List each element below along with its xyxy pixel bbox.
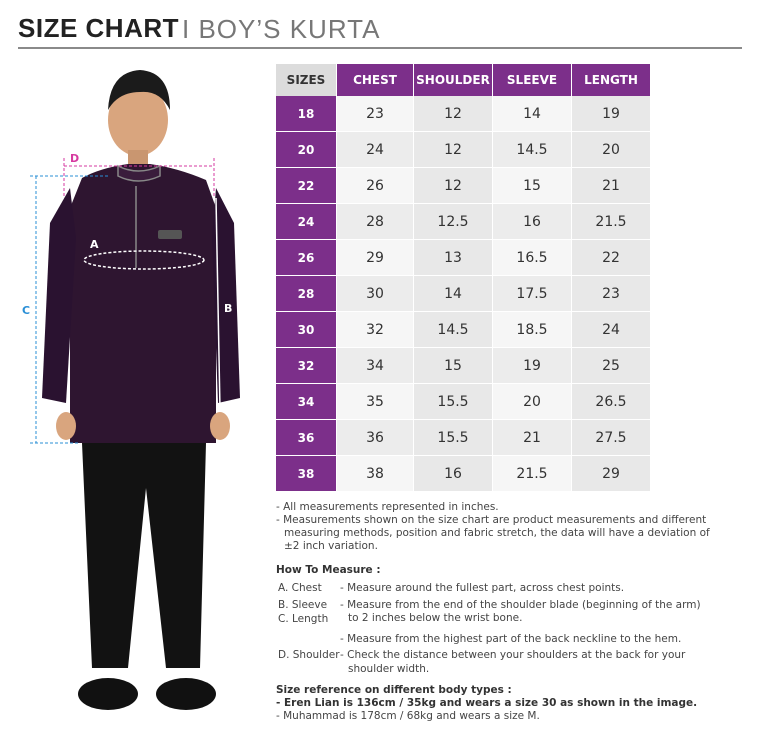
cell-chest: 24 bbox=[337, 132, 414, 168]
cell-chest: 28 bbox=[337, 204, 414, 240]
table-header-row bbox=[276, 64, 651, 96]
cell-length: 20 bbox=[572, 132, 651, 168]
measure-row-length bbox=[276, 612, 746, 633]
cell-chest: 32 bbox=[337, 312, 414, 348]
table-row bbox=[276, 132, 651, 168]
size-reference-title: Size reference on different body types : bbox=[276, 684, 512, 696]
pants bbox=[82, 443, 206, 668]
cell-shoulder: 14 bbox=[414, 276, 493, 312]
measure-row-length-desc bbox=[276, 633, 746, 649]
how-to-measure-title: How To Measure : bbox=[276, 564, 381, 576]
measure-row-shoulder-cont bbox=[276, 663, 746, 677]
cell-size: 22 bbox=[276, 168, 337, 204]
kurta-body bbox=[70, 164, 216, 443]
cell-chest: 29 bbox=[337, 240, 414, 276]
cell-chest: 23 bbox=[337, 96, 414, 132]
table-row bbox=[276, 420, 651, 456]
cell-length: 21 bbox=[572, 168, 651, 204]
cell-shoulder: 15.5 bbox=[414, 420, 493, 456]
cell-size: 30 bbox=[276, 312, 337, 348]
cell-shoulder: 14.5 bbox=[414, 312, 493, 348]
right-shoe bbox=[156, 678, 216, 710]
measure-desc: to 2 inches below the wrist bone. bbox=[348, 612, 523, 624]
note-line: - Measurements shown on the size chart are product measurements and different bbox=[276, 514, 707, 526]
cell-shoulder: 13 bbox=[414, 240, 493, 276]
cell-chest: 34 bbox=[337, 348, 414, 384]
cell-sleeve: 16.5 bbox=[493, 240, 572, 276]
size-reference bbox=[276, 684, 746, 723]
measure-desc: shoulder width. bbox=[348, 663, 430, 675]
header-sizes: SIZES bbox=[276, 64, 337, 96]
cell-size: 18 bbox=[276, 96, 337, 132]
cell-size: 38 bbox=[276, 456, 337, 492]
cell-shoulder: 12.5 bbox=[414, 204, 493, 240]
cell-sleeve: 21.5 bbox=[493, 456, 572, 492]
measure-desc: - Measure from the highest part of the back neckline to the hem. bbox=[340, 633, 682, 645]
label-b: B bbox=[224, 302, 233, 315]
measure-desc: - Check the distance between your shoulders at the back for your bbox=[340, 649, 686, 661]
pocket-patch bbox=[158, 230, 182, 239]
cell-shoulder: 15 bbox=[414, 348, 493, 384]
cell-sleeve: 16 bbox=[493, 204, 572, 240]
cell-size: 34 bbox=[276, 384, 337, 420]
reference-line: - Muhammad is 178cm / 68kg and wears a size M. bbox=[276, 710, 540, 722]
header-sleeve: SLEEVE bbox=[493, 64, 572, 96]
note-line: - All measurements represented in inches. bbox=[276, 501, 499, 513]
cell-size: 26 bbox=[276, 240, 337, 276]
cell-length: 21.5 bbox=[572, 204, 651, 240]
note-line: ±2 inch variation. bbox=[284, 540, 378, 552]
header-length: LENGTH bbox=[572, 64, 651, 96]
measurement-notes bbox=[276, 501, 746, 553]
cell-shoulder: 16 bbox=[414, 456, 493, 492]
measure-desc: - Measure around the fullest part, across chest points. bbox=[340, 582, 625, 594]
left-shoe bbox=[78, 678, 138, 710]
page-subtitle: I BOY’S KURTA bbox=[182, 14, 381, 44]
measure-row-shoulder bbox=[276, 649, 746, 663]
label-a: A bbox=[90, 238, 99, 251]
measure-row-chest bbox=[276, 582, 746, 599]
table-row bbox=[276, 240, 651, 276]
cell-length: 27.5 bbox=[572, 420, 651, 456]
measure-label: C. Length bbox=[278, 613, 329, 625]
cell-length: 25 bbox=[572, 348, 651, 384]
cell-length: 19 bbox=[572, 96, 651, 132]
label-d: D bbox=[70, 152, 80, 165]
table-row bbox=[276, 456, 651, 492]
header-shoulder: SHOULDER bbox=[414, 64, 493, 96]
cell-shoulder: 15.5 bbox=[414, 384, 493, 420]
label-c: C bbox=[22, 304, 31, 317]
cell-length: 24 bbox=[572, 312, 651, 348]
page-title: SIZE CHART bbox=[18, 13, 179, 43]
measure-label: D. Shoulder bbox=[278, 649, 340, 661]
cell-size: 28 bbox=[276, 276, 337, 312]
measure-desc: - Measure from the end of the shoulder blade (beginning of the arm) bbox=[340, 599, 701, 611]
table-row bbox=[276, 312, 651, 348]
cell-shoulder: 12 bbox=[414, 96, 493, 132]
cell-sleeve: 20 bbox=[493, 384, 572, 420]
cell-sleeve: 19 bbox=[493, 348, 572, 384]
table-row bbox=[276, 168, 651, 204]
table-row bbox=[276, 384, 651, 420]
cell-size: 32 bbox=[276, 348, 337, 384]
page-header bbox=[18, 13, 742, 49]
measure-label: A. Chest bbox=[278, 582, 322, 594]
cell-sleeve: 18.5 bbox=[493, 312, 572, 348]
measure-label: B. Sleeve bbox=[278, 599, 328, 611]
cell-size: 20 bbox=[276, 132, 337, 168]
cell-sleeve: 14 bbox=[493, 96, 572, 132]
cell-chest: 26 bbox=[337, 168, 414, 204]
cell-chest: 36 bbox=[337, 420, 414, 456]
size-chart-table bbox=[276, 64, 651, 492]
table-row bbox=[276, 348, 651, 384]
cell-length: 29 bbox=[572, 456, 651, 492]
cell-length: 22 bbox=[572, 240, 651, 276]
cell-chest: 30 bbox=[337, 276, 414, 312]
cell-sleeve: 17.5 bbox=[493, 276, 572, 312]
cell-shoulder: 12 bbox=[414, 132, 493, 168]
cell-size: 24 bbox=[276, 204, 337, 240]
table-row bbox=[276, 96, 651, 132]
cell-length: 23 bbox=[572, 276, 651, 312]
cell-sleeve: 14.5 bbox=[493, 132, 572, 168]
table-row bbox=[276, 204, 651, 240]
model-illustration bbox=[20, 58, 270, 730]
reference-line: - Eren Lian is 136cm / 35kg and wears a size 30 as shown in the image. bbox=[276, 697, 698, 709]
how-to-measure bbox=[276, 564, 746, 677]
cell-chest: 35 bbox=[337, 384, 414, 420]
cell-chest: 38 bbox=[337, 456, 414, 492]
cell-length: 26.5 bbox=[572, 384, 651, 420]
header-chest: CHEST bbox=[337, 64, 414, 96]
cell-sleeve: 21 bbox=[493, 420, 572, 456]
cell-shoulder: 12 bbox=[414, 168, 493, 204]
cell-size: 36 bbox=[276, 420, 337, 456]
note-line: measuring methods, position and fabric stretch, the data will have a deviation of bbox=[284, 527, 710, 539]
table-row bbox=[276, 276, 651, 312]
cell-sleeve: 15 bbox=[493, 168, 572, 204]
